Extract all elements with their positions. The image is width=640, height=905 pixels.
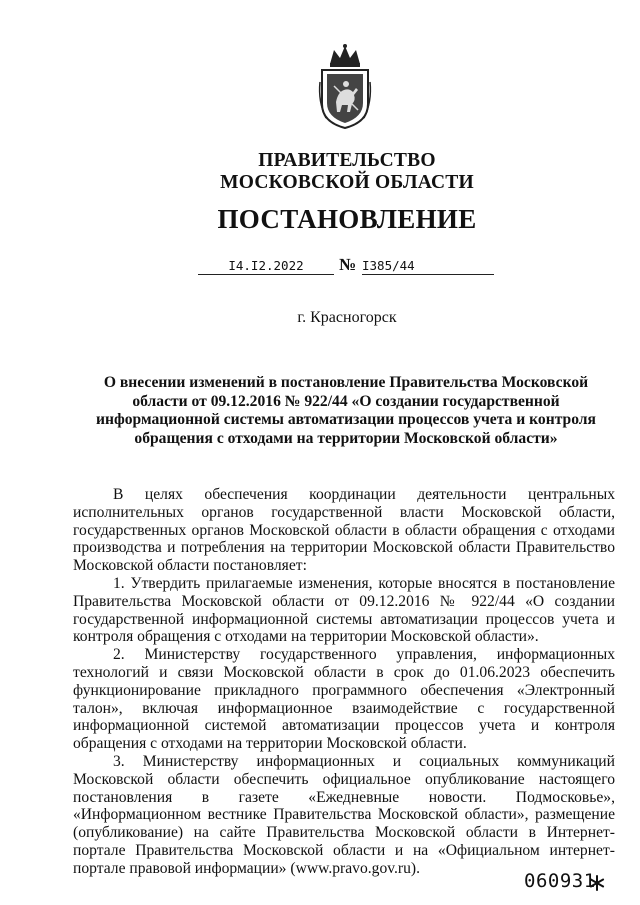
paragraph-preamble: В целях обеспечения координации деятельности центральных исполнительных органов государственной власти Московской области, государственных органов Московской области в области обращения с отходами производства и потребления на территории Московской области Правительство Московской области постановляет: xyxy=(73,486,615,575)
document-subject: О внесении изменений в постановление Правительства Московской области от 09.12.2016 № 922/44 «О создании государственной информационной системы автоматизации процессов учета и контроля обращения с отходами на территории Московской области» xyxy=(96,374,596,447)
number-sign: № xyxy=(339,255,357,274)
coat-of-arms-icon xyxy=(316,42,374,130)
paragraph-item-3: 3. Министерству информационных и социальных коммуникаций Московской области обеспечить официальное опубликование настоящего постановления в газете «Ежедневные новости. Подмосковье», «Информационном вестнике Правительства Московской области», размещение (опубликование) на сайте Правительства Московской области в Интернет-портале Правительства Московской области и на «Официальном интернет-портале правовой информации» (www.pravo.gov.ru). xyxy=(73,752,615,877)
document-type-title: ПОСТАНОВЛЕНИЕ xyxy=(217,204,477,234)
document-body xyxy=(73,486,615,878)
organization-name-line1: ПРАВИТЕЛЬСТВО xyxy=(258,150,436,171)
registration-date: I4.I2.2022 xyxy=(198,254,334,275)
organization-name-line2: МОСКОВСКОЙ ОБЛАСТИ xyxy=(220,172,474,193)
paragraph-item-1: 1. Утвердить прилагаемые изменения, которые вносятся в постановление Правительства Московской области от 09.12.2016 № 922/44 «О создании государственной информационной системы автоматизации процессов учета и контроля обращения с отходами на территории Московской области». xyxy=(73,574,615,646)
paragraph-item-2: 2. Министерству государственного управления, информационных технологий и связи Московской области в срок до 01.06.2023 обеспечить функционирование прикладного программного обеспечения «Электронный талон», включая информационное взаимодействие с государственной информационной системой автоматизации процессов учета и контроля обращения с отходами на территории Московской области. xyxy=(73,646,615,753)
registration-number: I385/44 xyxy=(362,254,494,275)
city-of-issue: г. Красногорск xyxy=(297,309,397,326)
asterisk-star-icon xyxy=(589,875,605,891)
registration-line xyxy=(0,254,640,278)
serial-number: 060931 xyxy=(524,870,596,892)
